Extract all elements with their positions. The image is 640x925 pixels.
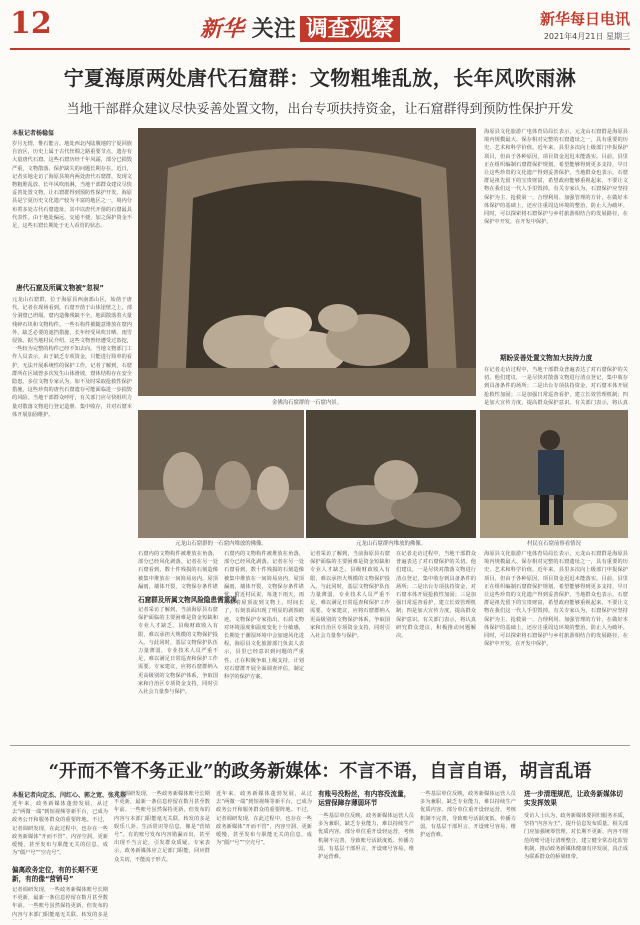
section-b: 调查观察 (300, 16, 400, 42)
article1-section3-text: 在记者走访过程中，当地干部群众普遍表达了对石窟保护的关切。他们建议，一是尽快对散落文物进行清点登记，集中收存到具备条件的场所；二是出台专项扶持资金，对石窟本体开展抢救性加固；三是加强日常巡查看护，建立长效管理机制；四是加大宣传力度，提高群众保护意识。有关部门表示，将认真 (484, 367, 628, 406)
article1-subheadline: 当地干部群众建议尽快妥善处置文物，出台专项扶持资金，让石窟群得到预防性保护开发 (66, 102, 574, 117)
article1-section2-title: 石窟群及所属文物风险隐患需重视 (138, 596, 237, 604)
article1-section3-title: 期盼妥善处置文物加大扶持力度 (500, 354, 593, 362)
statues-illustration (138, 410, 304, 538)
article2-lead: 近年来，政务新媒体蓬勃发展，从过去“两微一端”到短视频等新平台，已成为政务公开和服务群众的重要阵地。不过，记者调研发现，在此过程中，也存在一些政务新媒体“开而不管”、内容空洞、更新缓慢，甚至发布与职能无关的信息，成为“僵尸号”“空壳号”。 (12, 801, 108, 857)
article1-col5-text: 海原县文化旅游广电体育局局长表示，元龙山石窟群是海原县境内规模最大、保存相对完整的石窟遗址之一，具有重要的历史、艺术和科学价值。近年来，县里多次向上级部门申报保护项目，但由于各种原因，项目资金迟迟未能落实。目前，县里正在组织编制石窟群保护规划，希望能够得到更多支持，早日让这些珍贵的文化遗产得到妥善保护。当地群众也表示，石窟群是祖先留下的宝贵财富，希望政府能够重视起来，不要让文物在我们这一代人手里毁掉。有关专家认为，石窟保护应坚持保护为主、抢救第一、合理利用、加强管理的方针，在做好本体保护的基础上，还应注重周边环境的整治，防止人为破坏。同时，可以探索将石窟保护与乡村旅游相结合的发展路径，在保护中开发，在开发中保护。 (484, 551, 628, 648)
article2-section1-title: 偏离政务定位，有的长期不更新，有的像“营销号” (12, 866, 98, 883)
article1-section1-title: 唐代石窟及所属文物被“忽视” (16, 284, 104, 292)
brand-logo: 新华 (200, 16, 245, 42)
article1-col3c-text: 在记者走访过程中，当地干部群众普遍表达了对石窟保护的关切。他们建议，一是尽快对散落文物进行清点登记，集中收存到具备条件的场所；二是出台专项扶持资金，对石窟本体开展抢救性加固；三是加强日常巡查看护，建立长效管理机制；四是加大宣传力度，提高群众保护意识。有关部门表示，将认真研究群众建议，积极推动问题解决。 (396, 551, 476, 640)
article2-col3-text: 近年来，政务新媒体蓬勃发展，从过去“两微一端”到短视频等新平台，已成为政务公开和服务群众的重要阵地。不过，记者调研发现，在此过程中，也存在一些政务新媒体“开而不管”、内容空洞、更新缓慢，甚至发布与职能无关的信息，成为“僵尸号”“空壳号”。 (216, 791, 312, 847)
section-a: 关注 (251, 16, 296, 42)
article2-headline: “开而不管不务正业”的政务新媒体：不言不语，自言自语，胡言乱语 (48, 761, 592, 782)
issue-date: 2021年4月21日 星期三 (543, 32, 630, 41)
pile-illustration (306, 410, 476, 538)
section-title (200, 12, 400, 43)
article2-section2-text: 一些基层单位反映，政务新媒体运营人员多为兼职，缺乏专业能力，难以持续生产优质内容。部分单位重开设轻运营，考核机制不完善，导致账号活跃度低、传播力弱。有基层干部坦言，开设账号容易，维护运营难。 (318, 813, 414, 861)
article2-section3-title: 进一步清理规范，让政务新媒体切实发挥效果 (524, 790, 623, 807)
article-divider (10, 745, 630, 746)
article1-byline: 本报记者杨稳玺 (12, 130, 55, 137)
article2-section3-text: 受访人士认为，政务新媒体要回归服务本质，坚持“内容为王”，提升信息发布质量。相关部门应加强统筹管理，对长期不更新、内容不规范的账号进行清理整合，建立健全常态化监管机制，推动政务新媒体健康有序发展，真正成为联系群众的桥梁纽带。 (524, 813, 628, 861)
article1-col2-text: 石窟内的文物构件被堆放在角落，部分已经风化剥落。记者在另一处石窟看到，数十件残损的石刻造像被集中堆放在一间简易房内，屋顶漏雨，墙体开裂，文物保存条件堪 (138, 551, 218, 590)
photo1-caption: 金佛沟石窟群的一石窟内景。 (271, 400, 343, 406)
grotto-illustration (138, 128, 476, 396)
photo-villager (480, 410, 628, 538)
paper-name: 新华每日电讯 (539, 10, 630, 28)
article2-col5-text: 一些基层单位反映，政务新媒体运营人员多为兼职，缺乏专业能力，难以持续生产优质内容。部分单位重开设轻运营，考核机制不完善，导致账号活跃度低、传播力弱。有基层干部坦言，开设账号容易，维护运营难。 (420, 791, 516, 839)
article1-col4-text: 海原县文化旅游广电体育局局长表示，元龙山石窟群是海原县境内规模最大、保存相对完整的石窟遗址之一，具有重要的历史、艺术和科学价值。近年来，县里多次向上级部门申报保护项目，但由于各种原因，项目资金迟迟未能落实。目前，县里正在组织编制石窟群保护规划，希望能够得到更多支持，早日让这些珍贵的文化遗产得到妥善保护。当地群众也表示，石窟群是祖先留下的宝贵财富，希望政府能够重视起来，不要让文物在我们这一代人手里毁掉。有关专家认为，石窟保护应坚持保护为主、抢救第一、合理利用、加强管理的方针，在做好本体保护的基础上，还应注重周边环境的整治，防止人为破坏。同时，可以探索将石窟保护与乡村旅游相结合的发展路径，在保护中开发，在开发中保护。 (484, 129, 628, 226)
article1-headline: 宁夏海原两处唐代石窟群：文物粗堆乱放，长年风吹雨淋 (63, 66, 577, 90)
header-rule (10, 48, 630, 50)
villager-illustration (480, 410, 628, 538)
article1-col3b-text: 记者采访了解到，当前海原县石窟保护面临的主要困难是资金短缺和专业人才缺乏。县级财政收入有限，难以承担大规模的文物保护投入。与此同时，基层文物保护队伍力量薄弱，专业技术人员严重不足，难以满足日常巡查和保护工作需要。专家建议，应将石窟群纳入更高级别的文物保护体系，争取国家和自治区专项资金支持，同时引入社会力量参与保护。 (310, 551, 390, 640)
photo4-caption: 村民在石窟前察看情况 (527, 541, 581, 547)
photo-buddha-statues (138, 410, 304, 538)
article2-section1-text: 记者调研发现，一些政务新媒体账号长期不更新，最新一条信息停留在数月甚至数年前。一些账号虽然保持更新，但发布的内容与本部门职能毫无关联，转发的多是 (12, 887, 108, 918)
article2-section2-title: 有账号没粉丝，有内容没流量，运营保障存薄弱环节 (318, 790, 411, 807)
photo-buddha-pile (306, 410, 476, 538)
article2-byline: 本报记者向定杰、闫红心、郭之宽、张兆基 (12, 792, 127, 799)
photo-grotto-interior (138, 128, 476, 396)
photo3-caption: 元龙山石窟群内堆放的佛像。 (355, 541, 427, 547)
page-number: 12 (10, 6, 52, 41)
article1-section1-text: 元龙山石窟群，位于海原县西南部山区，始凿于唐代。记者在现场看到，石窟开凿于山体崖壁之上，部分洞窟已坍塌，窟内造像残缺不全，地面散落着大量残碎石块和文物构件。一些石构件被随意堆放在窟内外，缺乏必要的遮挡措施，长年经受风吹日晒、雨雪侵蚀。据当地村民介绍，这些文物曾经遭受过盗挖，一些较为完整的构件已经不知去向。当地文物部门工作人员表示，由于缺乏专项资金，只能进行简单的看护，无法开展系统性的保护工作。记者了解到，石窟群所在区域曾多次发生山体滑坡，窟体结构存在安全隐患。多位文物专家认为，如不及时采取抢救性保护措施，这些珍贵的唐代石窟遗存可能面临进一步损毁的风险。当地干部群众呼吁，有关部门应尽快组织力量对散落文物进行登记造册、集中收存，并对石窟本体开展加固维护。 (12, 297, 132, 418)
article1-col3-text: 石窟内的文物构件被堆放在角落，部分已经风化剥落。记者在另一处石窟看到，数十件残损的石刻造像被集中堆放在一间简易房内，屋顶漏雨，墙体开裂，文物保存条件堪忧。附近村民说，每逢下雨天，雨水顺着屋顶流到文物上，时间长了，石刻表面出现了明显的剥蚀痕迹。文物保护专家指出，石质文物对环境湿度和温度变化十分敏感，长期处于潮湿环境中会加速风化进程。海原县文化旅游部门负责人表示，县里已经意识到问题的严重性，正在积极争取上级支持，计划对石窟群开展全面调查评估，制定科学的保护方案。 (224, 551, 304, 681)
masthead (540, 8, 630, 42)
article1-lead: 岁月无情，惟石能言。地处西北内陆腹地的宁夏回族自治区，历史上属于古代丝绸之路重要节点，遗存有大量唐代石窟。这些石窟历经千年风霜，部分已损毁严重，文物散落、保护缺失的问题长期存在。近日，记者实地走访了海原县境内两处唐代石窟群，发现文物粗堆乱放、长年风吹雨淋，当地干部群众建议尽快妥善处置文物，让石窟群得到预防性保护开发。海原县是宁夏历史文化遗产较为丰富的地区之一，境内分布着多处古代石窟遗址，其中以唐代开凿的石窟最具代表性。由于地处偏远、交通不便，加之保护资金不足，这些石窟长期处于无人看管的状态。 (12, 141, 132, 230)
article1-section2-text: 记者采访了解到，当前海原县石窟保护面临的主要困难是资金短缺和专业人才缺乏。县级财政收入有限，难以承担大规模的文物保护投入。与此同时，基层文物保护队伍力量薄弱，专业技术人员严重不足，难以满足日常巡查和保护工作需要。专家建议，应将石窟群纳入更高级别的文物保护体系，争取国家和自治区专项资金支持，同时引入社会力量参与保护。 (138, 607, 218, 696)
article2-col2-text: 记者调研发现，一些政务新媒体账号长期不更新，最新一条信息停留在数月甚至数年前。一些账号虽然保持更新，但发布的内容与本部门职能毫无关联，转发的多是娱乐八卦、生活常识等信息，像是“营销号”。有的账号发布内容错漏百出，甚至出现不当言论，引发群众质疑。专家表示，政务新媒体应立足部门职能，回应群众关切，不能流于形式。 (114, 791, 210, 863)
photo2-caption: 元龙山石窟群的一石窟内堆放的佛像。 (175, 541, 267, 547)
